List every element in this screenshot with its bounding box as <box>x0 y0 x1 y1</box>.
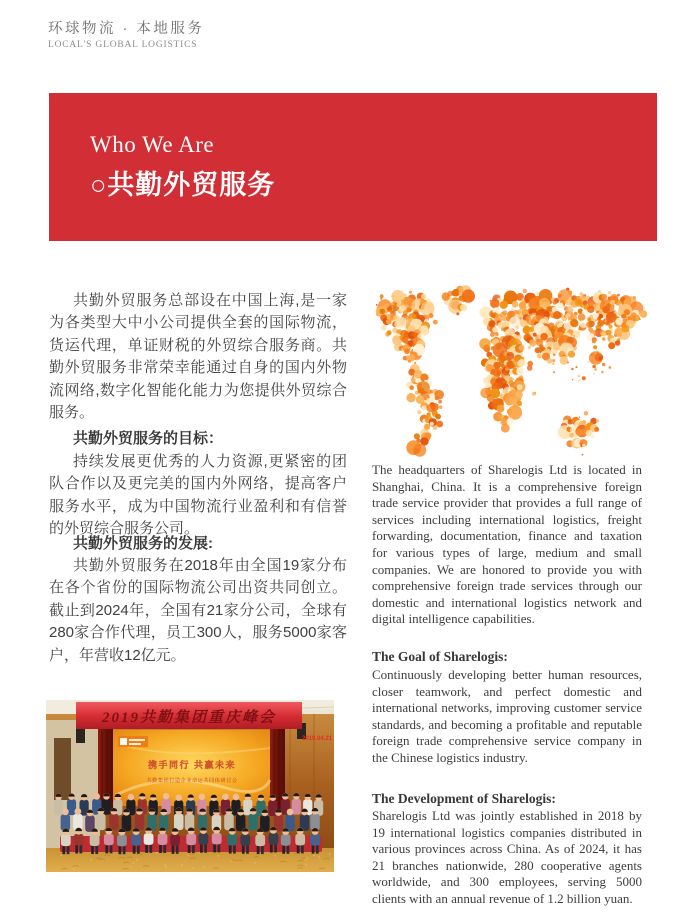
en-development-heading: The Development of Sharelogis: <box>372 791 556 806</box>
en-intro-paragraph: The headquarters of Sharelogis Ltd is located in Shanghai, China. It is a comprehensive foreign trade service provider that provides a full range of services including international logistics, freight forwarding, documentation, finance and taxation for various types of large, medium and small companies. We are honored to provide you with comprehensive foreign trade services through our domestic and international logistics network and digital intelligence capabilities. <box>372 462 642 627</box>
world-map-graphic <box>362 283 658 458</box>
photo-banner-title: 2019共勤集团重庆峰会 <box>101 710 277 726</box>
photo-subtitle: 共勤集团打造企业命运共同体研讨会 <box>146 778 238 784</box>
hero-subtitle: Who We Are <box>90 132 215 157</box>
en-goal-heading: The Goal of Sharelogis: <box>372 649 508 664</box>
header-subtitle: LOCAL'S GLOBAL LOGISTICS <box>48 40 198 50</box>
page-header <box>48 17 204 50</box>
en-goal-paragraph: Continuously developing better human resources, closer teamwork, and perfect domestic and international networks, improving customer service standards, and becoming a profitable and reputable foreign trade comprehensive service company in the Chinese logistics industry. <box>372 667 642 765</box>
zh-goal-heading: 共勤外贸服务的目标： <box>73 430 224 447</box>
photo-door <box>54 738 71 800</box>
zh-goal-paragraph: 持续发展更优秀的人力资源,更紧密的团队合作以及更完美的国内外网络，提高客户服务水平，成为中国物流行业盈利和有信誉的外贸综合服务公司。 <box>49 453 347 538</box>
header-title: 环球物流 · 本地服务 <box>48 21 205 37</box>
hero-banner <box>49 93 657 241</box>
group-photo <box>46 700 334 872</box>
en-development-paragraph: Sharelogis Ltd was jointly established in 2018 by 19 international logistics companies distributed in various provinces across China. As of 2024, it has 21 branches nationwide, 280 cooperative agents worldwide, and 300 employees, serving 5000 clients with an annual revenue of 1.2 billion yuan. <box>372 808 642 906</box>
conference-photo-illustration <box>46 700 334 872</box>
photo-slogan: 携手同行 共赢未来 <box>147 760 237 770</box>
zh-intro-paragraph: 共勤外贸服务总部设在中国上海,是一家为各类型大中小公司提供全套的国际物流，货运代理，单证财税的外贸综合服务商。共勤外贸服务非常荣幸能通过自身的国内外物流网络,数字化智能化能力为您提供外贸综合服务。 <box>49 292 347 422</box>
zh-development-paragraph: 共勤外贸服务在2018年由全国19家分布在各个省份的国际物流公司出资共同创立。截止到2024年，全国有21家分公司，全球有280家合作代理，员工300人，服务5000家客户，年营收12亿元。 <box>49 557 347 664</box>
world-map-bubbles-icon <box>362 283 658 458</box>
photo-banner-date: 2019.04.21 <box>301 736 333 742</box>
zh-development-heading: 共勤外贸服务的发展: <box>73 535 213 552</box>
hero-title: ○共勤外贸服务 <box>90 170 276 200</box>
photo-people <box>54 793 323 854</box>
